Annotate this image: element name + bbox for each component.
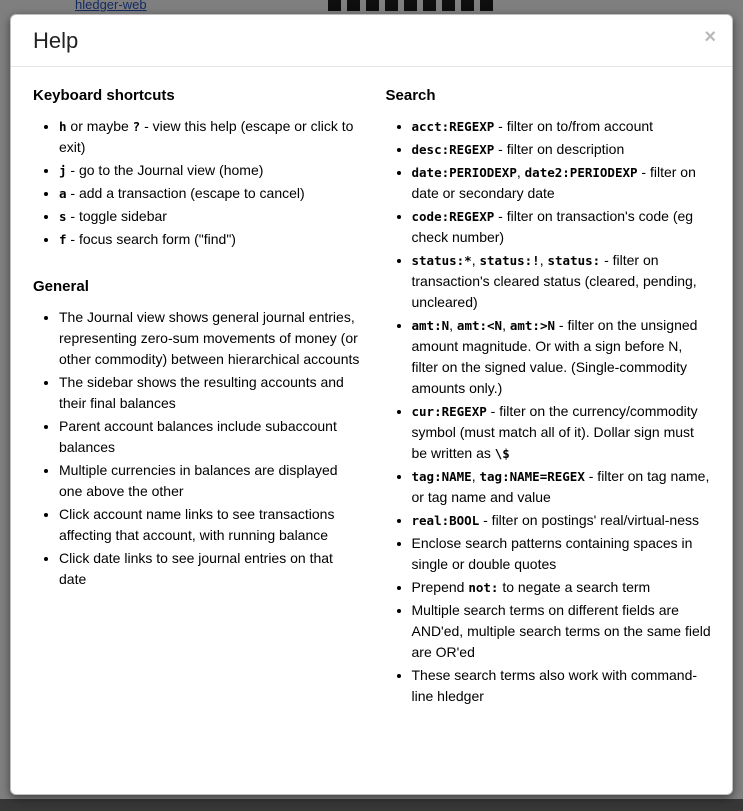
list-item: • Click account name links to see transactions affecting that account, with running balance (59, 504, 360, 546)
right-column (386, 79, 713, 709)
code-span: amt:>N (509, 318, 556, 333)
code-span: cur:REGEXP (411, 404, 487, 419)
list-item: • Multiple currencies in balances are displayed one above the other (59, 460, 360, 502)
code-span: h (59, 119, 67, 134)
code-span: j (59, 163, 67, 178)
list-item: • f - focus search form ("find") (59, 229, 360, 250)
code-span: status:! (479, 253, 540, 268)
modal-header (11, 15, 732, 67)
list-item: • amt:N, amt:<N, amt:>N - filter on the unsigned amount magnitude. Or with a sign before N, filter on the signed value. (Single-commodity amounts only.) (412, 315, 713, 399)
list-item: • Multiple search terms on different fields are AND'ed, multiple search terms on the same field are OR'ed (412, 600, 713, 663)
close-button[interactable]: × (704, 26, 716, 48)
list-item: • tag:NAME, tag:NAME=REGEX - filter on tag name, or tag name and value (412, 466, 713, 508)
list-item: • s - toggle sidebar (59, 206, 360, 227)
search-heading: Search (385, 87, 436, 104)
list-item: • code:REGEXP - filter on transaction's code (eg check number) (412, 206, 713, 248)
list-item: • acct:REGEXP - filter on to/from account (412, 116, 713, 137)
list-item: • Parent account balances include subaccount balances (59, 416, 360, 458)
code-span: code:REGEXP (411, 209, 495, 224)
code-span: acct:REGEXP (411, 119, 495, 134)
general-list (33, 307, 360, 590)
code-span: date:PERIODEXP (411, 165, 517, 180)
code-span: amt:N (411, 318, 450, 333)
code-span: a (59, 186, 67, 201)
modal-title: Help (33, 28, 79, 53)
list-item: • cur:REGEXP - filter on the currency/commodity symbol (must match all of it). Dollar sign must be written as \$ (412, 401, 713, 464)
code-span: status: (547, 253, 601, 268)
list-item: • status:*, status:!, status: - filter on transaction's cleared status (cleared, pending, uncleared) (412, 250, 713, 313)
list-item: • These search terms also work with command-line hledger (412, 665, 713, 707)
list-item: • desc:REGEXP - filter on description (412, 139, 713, 160)
list-item: • h or maybe ? - view this help (escape or click to exit) (59, 116, 360, 158)
code-span: desc:REGEXP (411, 142, 495, 157)
help-modal (10, 14, 733, 795)
code-span: amt:<N (456, 318, 503, 333)
general-heading: General (33, 278, 89, 295)
list-item: • Click date links to see journal entries on that date (59, 548, 360, 590)
code-span: status:* (411, 253, 472, 268)
code-span: real:BOOL (411, 513, 480, 528)
modal-body (11, 67, 732, 729)
code-span: not: (468, 580, 499, 595)
list-item: • Enclose search patterns containing spaces in single or double quotes (412, 533, 713, 575)
list-item: • The Journal view shows general journal entries, representing zero-sum movements of money (or other commodity) between hierarchical accounts (59, 307, 360, 370)
list-item: • Prepend not: to negate a search term (412, 577, 713, 598)
keyboard-shortcuts-list (33, 116, 360, 250)
code-span: ? (132, 119, 141, 134)
keyboard-shortcuts-heading: Keyboard shortcuts (33, 87, 175, 104)
code-span: s (59, 209, 67, 224)
left-column (33, 79, 360, 709)
list-item: • a - add a transaction (escape to cancel) (59, 183, 360, 204)
code-span: tag:NAME=REGEX (479, 469, 585, 484)
list-item: • real:BOOL - filter on postings' real/virtual-ness (412, 510, 713, 531)
search-list (386, 116, 713, 707)
list-item: • j - go to the Journal view (home) (59, 160, 360, 181)
code-span: tag:NAME (411, 469, 472, 484)
code-span: date2:PERIODEXP (524, 165, 638, 180)
code-span: f (59, 232, 67, 247)
list-item: • The sidebar shows the resulting accounts and their final balances (59, 372, 360, 414)
list-item: • date:PERIODEXP, date2:PERIODEXP - filter on date or secondary date (412, 162, 713, 204)
code-span: \$ (494, 446, 510, 461)
